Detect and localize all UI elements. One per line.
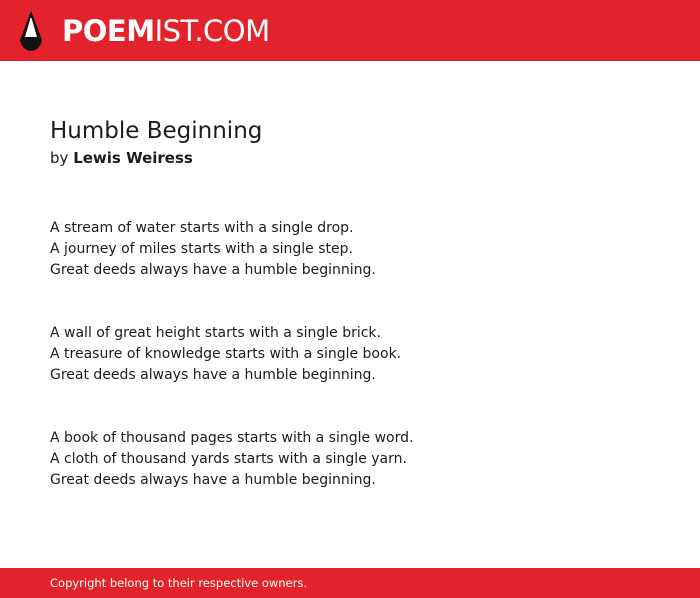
copyright-text: Copyright belong to their respective owners. bbox=[50, 576, 308, 590]
pencil-tip-icon[interactable] bbox=[18, 10, 44, 52]
poem-byline bbox=[50, 148, 670, 168]
site-header bbox=[0, 0, 700, 61]
poem-line: A treasure of knowledge starts with a single book. bbox=[50, 346, 402, 362]
stanza-1 bbox=[50, 218, 670, 281]
by-label: by bbox=[50, 149, 69, 167]
poem-line: A book of thousand pages starts with a single word. bbox=[50, 430, 414, 446]
poem-body bbox=[50, 218, 670, 491]
site-footer bbox=[0, 568, 700, 598]
site-logo-link[interactable] bbox=[62, 11, 270, 51]
stanza-2 bbox=[50, 323, 670, 386]
poem-content bbox=[50, 116, 670, 533]
poem-line: Great deeds always have a humble beginning. bbox=[50, 367, 376, 383]
logo-text-light: IST.COM bbox=[154, 14, 270, 48]
poem-author[interactable]: Lewis Weiress bbox=[73, 149, 193, 167]
poem-line: A cloth of thousand yards starts with a single yarn. bbox=[50, 451, 407, 467]
poem-line: A stream of water starts with a single drop. bbox=[50, 220, 354, 236]
poem-line: Great deeds always have a humble beginning. bbox=[50, 472, 376, 488]
poem-line: A wall of great height starts with a single brick. bbox=[50, 325, 381, 341]
poem-line: Great deeds always have a humble beginning. bbox=[50, 262, 376, 278]
stanza-3 bbox=[50, 428, 670, 491]
poem-line: A journey of miles starts with a single step. bbox=[50, 241, 353, 257]
logo-text-bold: POEM bbox=[62, 14, 155, 48]
poem-title: Humble Beginning bbox=[50, 118, 263, 144]
